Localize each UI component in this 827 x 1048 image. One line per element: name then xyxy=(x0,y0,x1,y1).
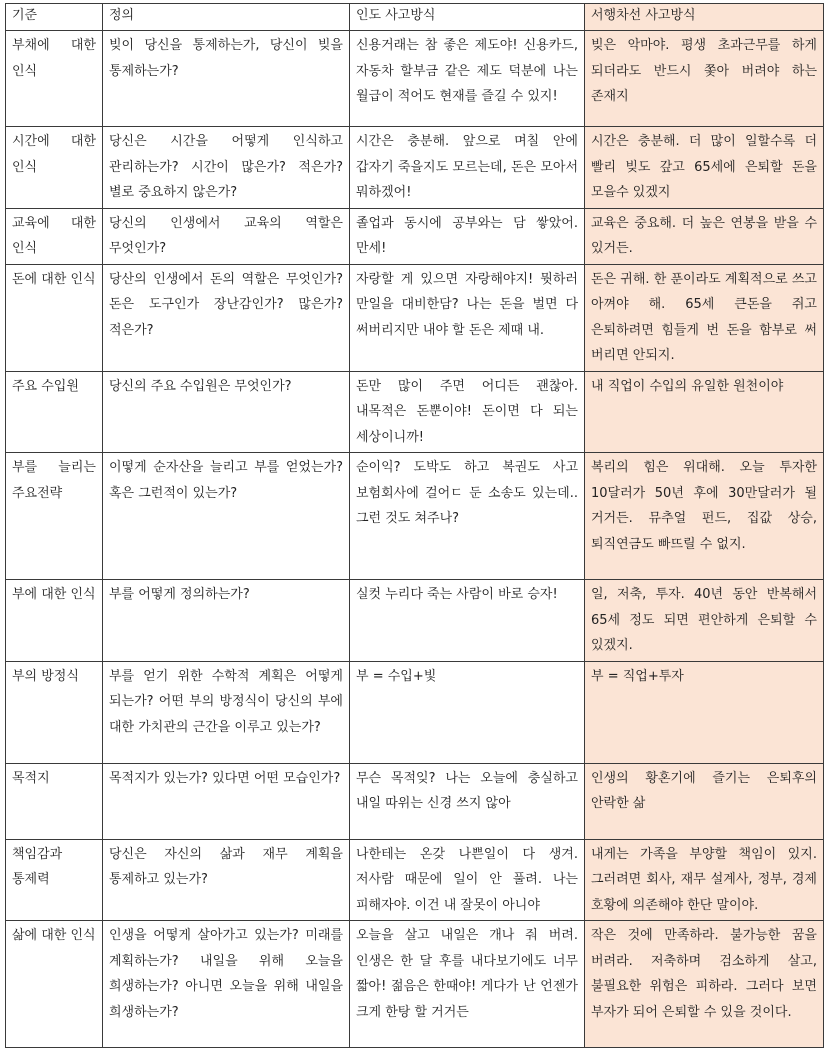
header-slow-lane-mindset: 서행차선 사고방식 xyxy=(585,4,824,31)
header-definition: 정의 xyxy=(103,4,350,31)
row-criterion: 목적지 xyxy=(6,763,103,839)
row-criterion: 부의 방정식 xyxy=(6,661,103,763)
row-criterion: 부에 대한 인식 xyxy=(6,580,103,662)
row-definition: 빚이 당신을 통제하는가, 당신이 빚을 통제하는가? xyxy=(103,31,350,127)
row-definition: 목적지가 있는가? 있다면 어떤 모습인가? xyxy=(103,763,350,839)
table-row xyxy=(6,921,824,1048)
table-row xyxy=(6,763,824,839)
row-definition: 당산의 인생에서 돈의 역할은 무엇인가? 돈은 도구인가 장난감인가? 많은가? 적은가? xyxy=(103,264,350,371)
row-definition: 당신은 시간을 어떻게 인식하고 관리하는가? 시간이 많은가? 적은가? 별로 중요하지 않은가? xyxy=(103,127,350,209)
row-slow-lane-mindset: 교육은 중요해. 더 높은 연봉을 받을 수 있거든. xyxy=(585,208,824,264)
row-definition: 부를 얻기 위한 수학적 계획은 어떻게 되는가? 어떤 부의 방정식이 당신의 부에 대한 가치관의 근간을 이루고 있는가? xyxy=(103,661,350,763)
row-india-mindset: 실컷 누리다 죽는 사람이 바로 승자! xyxy=(350,580,585,662)
table-row xyxy=(6,453,824,580)
row-india-mindset: 나한테는 온갖 나쁜일이 다 생겨. 저사람 때문에 일이 안 풀려. 나는 피해자야. 이건 내 잘못이 아니야 xyxy=(350,839,585,921)
table-row xyxy=(6,127,824,209)
row-slow-lane-mindset: 복리의 힘은 위대해. 오늘 투자한 10달러가 50년 후에 30만달러가 될 거거든. 뮤추얼 펀드, 집값 상승, 퇴직연금도 빠뜨릴 수 없지. xyxy=(585,453,824,580)
row-definition: 당신의 주요 수입원은 무엇인가? xyxy=(103,371,350,453)
row-criterion: 삶에 대한 인식 xyxy=(6,921,103,1048)
row-slow-lane-mindset: 시간은 충분해. 더 많이 일할수록 더 빨리 빚도 갚고 65세에 은퇴할 돈을 모을수 있겠지 xyxy=(585,127,824,209)
row-criterion: 책임감과 통제력 xyxy=(6,839,103,921)
row-definition: 이떻게 순자산을 늘리고 부를 얻었는가? 혹은 그런적이 있는가? xyxy=(103,453,350,580)
header-india-mindset: 인도 사고방식 xyxy=(350,4,585,31)
row-criterion: 돈에 대한 인식 xyxy=(6,264,103,371)
row-slow-lane-mindset: 작은 것에 만족하라. 불가능한 꿈을 버려라. 저축하며 검소하게 살고, 불필요한 위험은 피하라. 그러다 보면 부자가 되어 은퇴할 수 있을 것이다. xyxy=(585,921,824,1048)
row-definition: 당신은 자신의 삶과 재무 계획을 통제하고 있는가? xyxy=(103,839,350,921)
row-slow-lane-mindset: 일, 저축, 투자. 40년 동안 반복해서 65세 정도 되면 편안하게 은퇴할 수 있겠지. xyxy=(585,580,824,662)
row-india-mindset: 무슨 목적잊? 나는 오늘에 충실하고 내일 따위는 신경 쓰지 않아 xyxy=(350,763,585,839)
row-criterion: 부채에 대한 인식 xyxy=(6,31,103,127)
table-body xyxy=(6,31,824,1048)
row-slow-lane-mindset: 빚은 악마야. 평생 초과근무를 하게 되더라도 반드시 쫓아 버려야 하는 존재지 xyxy=(585,31,824,127)
row-india-mindset: 졸업과 동시에 공부와는 담 쌓았어. 만세! xyxy=(350,208,585,264)
row-india-mindset: 자랑할 게 있으면 자랑해야지! 뭣하러 만일을 대비한담? 나는 돈을 벌면 다 써버리지만 내야 할 돈은 제때 내. xyxy=(350,264,585,371)
row-india-mindset: 신용거래는 참 좋은 제도야! 신용카드, 자동차 할부금 같은 제도 덕분에 나는 월급이 적어도 현재를 즐길 수 있지! xyxy=(350,31,585,127)
table-header-row xyxy=(6,4,824,31)
row-india-mindset: 오늘을 살고 내일은 개나 줘 버려. 인생은 한 달 후를 내다보기에도 너무 짧아! 젊음은 한때야! 게다가 난 언젠가 크게 한탕 할 거거든 xyxy=(350,921,585,1048)
document-page xyxy=(5,3,824,1048)
row-india-mindset: 순이익? 도박도 하고 복권도 사고 보험회사에 걸어ㄷ 둔 소송도 있는데.. 그런 것도 쳐주나? xyxy=(350,453,585,580)
table-row xyxy=(6,264,824,371)
row-slow-lane-mindset: 내 직업이 수입의 유일한 원천이야 xyxy=(585,371,824,453)
table-row xyxy=(6,580,824,662)
row-slow-lane-mindset: 부 = 직업+투자 xyxy=(585,661,824,763)
row-criterion: 부를 늘리는 주요전략 xyxy=(6,453,103,580)
table-row xyxy=(6,661,824,763)
mindset-comparison-table xyxy=(5,3,824,1048)
row-criterion: 주요 수입원 xyxy=(6,371,103,453)
table-row xyxy=(6,31,824,127)
row-definition: 인생을 어떻게 살아가고 있는가? 미래를 계획하는가? 내일을 위해 오늘을 희생하는가? 아니면 오늘을 위해 내일을 희생하는가? xyxy=(103,921,350,1048)
row-india-mindset: 부 = 수입+빛 xyxy=(350,661,585,763)
row-criterion: 교육에 대한 인식 xyxy=(6,208,103,264)
row-definition: 부를 어떻게 정의하는가? xyxy=(103,580,350,662)
row-slow-lane-mindset: 돈은 귀해. 한 푼이라도 계획적으로 쓰고 아껴야 해. 65세 큰돈을 쥐고 은퇴하려면 힘들게 번 돈을 함부로 써 버리면 안되지. xyxy=(585,264,824,371)
row-criterion: 시간에 대한 인식 xyxy=(6,127,103,209)
table-row xyxy=(6,839,824,921)
row-slow-lane-mindset: 내게는 가족을 부양할 책임이 있지. 그러려면 회사, 재무 설계사, 정부, 경제 호황에 의존해야 한단 말이야. xyxy=(585,839,824,921)
table-row xyxy=(6,208,824,264)
header-criterion: 기준 xyxy=(6,4,103,31)
row-definition: 당신의 인생에서 교육의 역할은 무엇인가? xyxy=(103,208,350,264)
row-india-mindset: 돈만 많이 주면 어디든 괜찮아. 내목적은 돈뿐이야! 돈이면 다 되는 세상이니까! xyxy=(350,371,585,453)
row-india-mindset: 시간은 충분해. 앞으로 며칠 안에 갑자기 죽을지도 모르는데, 돈은 모아서 뭐하겠어! xyxy=(350,127,585,209)
table-row xyxy=(6,371,824,453)
row-slow-lane-mindset: 인생의 황혼기에 즐기는 은퇴후의 안락한 삶 xyxy=(585,763,824,839)
